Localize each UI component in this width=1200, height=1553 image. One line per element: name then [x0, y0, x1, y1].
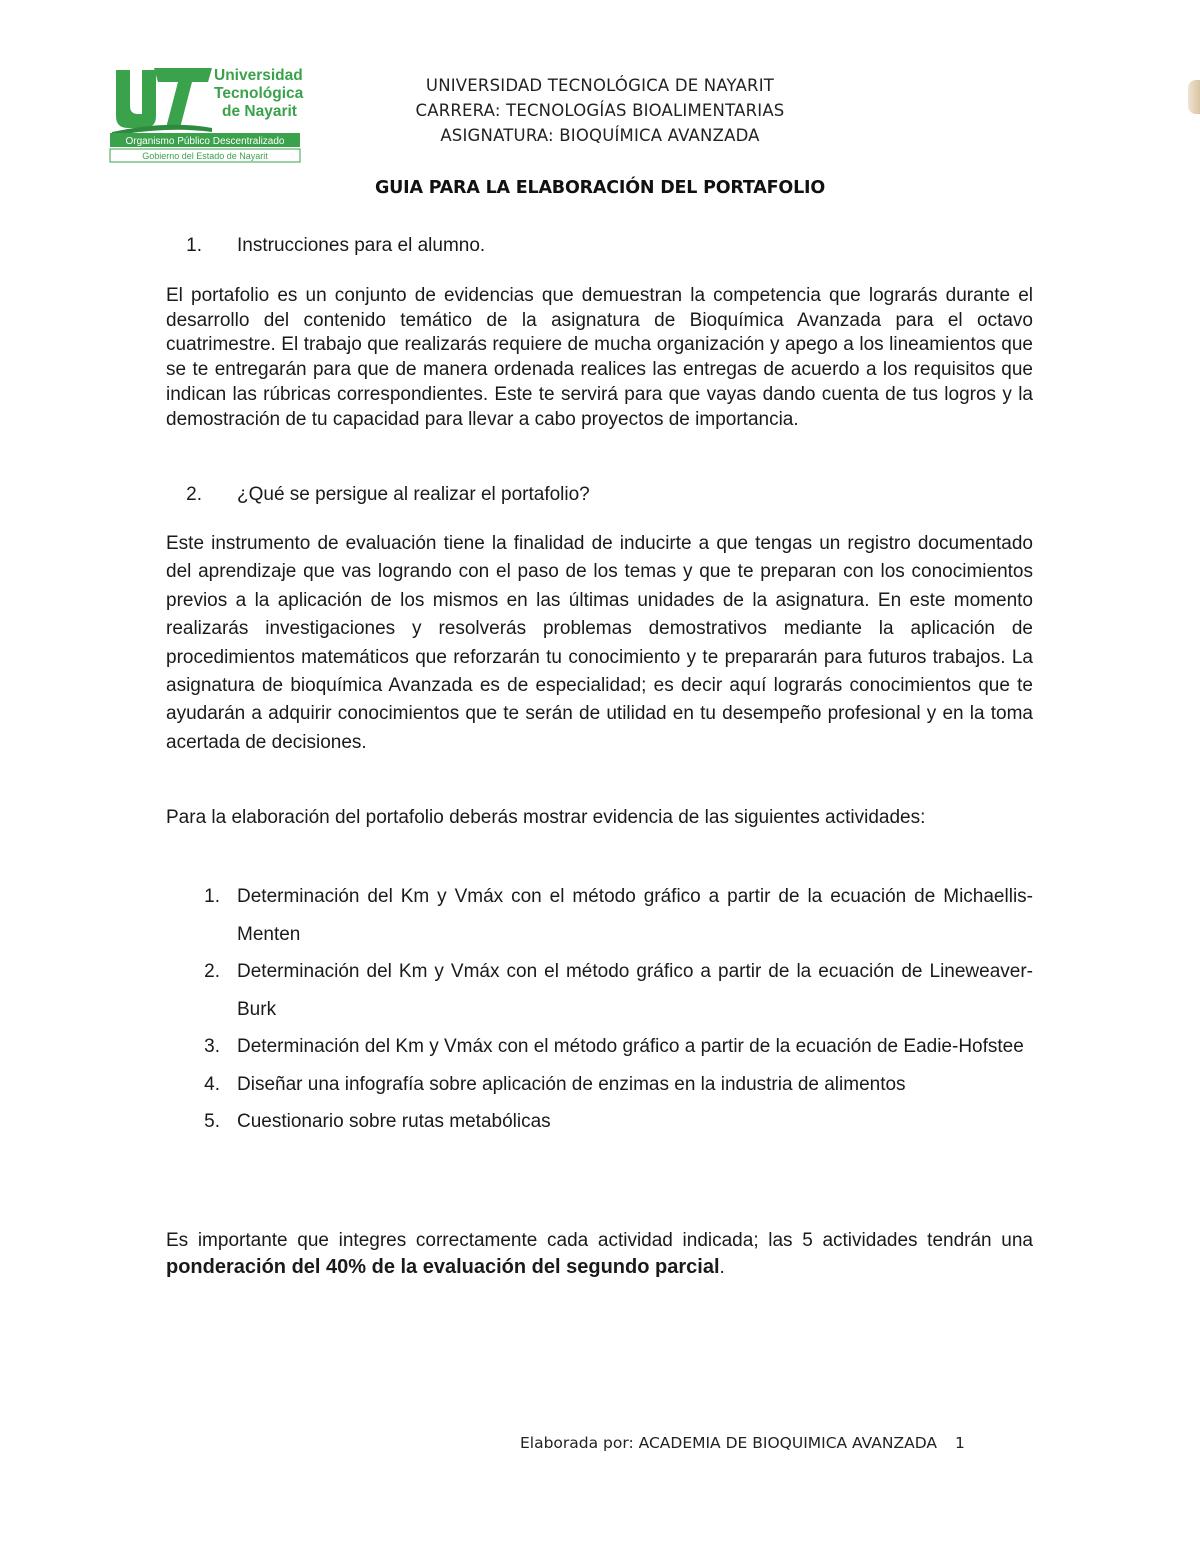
list-item [166, 1103, 1033, 1141]
section-heading-1 [166, 234, 1036, 258]
list-item [166, 1028, 1033, 1066]
footer-author: Elaborada por: ACADEMIA DE BIOQUIMICA AVANZADA [520, 1434, 937, 1452]
list-item-text: Determinación del Km y Vmáx con el método gráfico a partir de la ecuación de Lineweaver-Burk [237, 961, 1033, 1020]
list-item-text: Diseñar una infografía sobre aplicación de enzimas en la industria de alimentos [237, 1073, 906, 1095]
logo-subbanner: Gobierno del Estado de Nayarit [142, 151, 268, 161]
section-heading-2 [166, 483, 1036, 507]
list-item [166, 953, 1033, 1028]
list-item [166, 878, 1033, 953]
page-footer [520, 1434, 1040, 1452]
logo-name-line3: de Nayarit [222, 103, 297, 120]
section-number: 2. [186, 484, 202, 505]
list-item-number: 1. [204, 886, 220, 907]
document-title: GUIA PARA LA ELABORACIÓN DEL PORTAFOLIO [374, 178, 826, 198]
list-item-number: 3. [204, 1036, 220, 1057]
list-item-text: Determinación del Km y Vmáx con el método gráfico a partir de la ecuación de Eadie-Hofstee [237, 1036, 1024, 1057]
document-header [300, 73, 900, 148]
subject-name: ASIGNATURA: BIOQUÍMICA AVANZADA [440, 126, 760, 145]
closing-emphasis: ponderación del 40% de la evaluación del segundo parcial [166, 1256, 720, 1278]
section-paragraph-2: Este instrumento de evaluación tiene la finalidad de inducirte a que tengas un registro documentado del aprendizaje que vas logrando con el paso de los temas y que te preparan con los conocimientos previos a la aplicación de los mismos en las últimas unidades de la asignatura. En este momento realizarás investigaciones y resolverás problemas demostrativos mediante la aplicación de procedimientos matemáticos que reforzarán tu conocimiento y te prepararán para futuros trabajos. La asignatura de bioquímica Avanzada es de especialidad; es decir aquí lograrás conocimientos que te ayudarán a adquirir conocimientos que te serán de utilidad en tu desempeño profesional y en la toma acertada de decisiones. [166, 533, 1033, 753]
section-heading-text: Instrucciones para el alumno. [237, 235, 486, 256]
activities-intro: Para la elaboración del portafolio deberás mostrar evidencia de las siguientes actividades: [166, 807, 926, 828]
list-item-text: Cuestionario sobre rutas metabólicas [237, 1111, 551, 1132]
list-item-text: Determinación del Km y Vmáx con el método gráfico a partir de la ecuación de Michaellis-Menten [237, 886, 1033, 945]
career-name: CARRERA: TECNOLOGÍAS BIOALIMENTARIAS [415, 101, 785, 120]
list-item [166, 1066, 1033, 1104]
activities-list [166, 878, 1033, 1141]
list-item-number: 2. [204, 961, 220, 982]
section-number: 1. [186, 235, 202, 256]
section-heading-text: ¿Qué se persigue al realizar el portafolio? [237, 484, 590, 505]
list-item-number: 4. [204, 1073, 220, 1095]
closing-text: Es importante que integres correctamente cada actividad indicada; las 5 actividades tendrán una [166, 1230, 1033, 1251]
page-number: 1 [954, 1434, 965, 1452]
university-logo [108, 62, 304, 166]
logo-banner: Organismo Público Descentralizado [125, 136, 285, 147]
logo-name-line1: Universidad [214, 67, 303, 84]
ut-logo-icon [108, 62, 304, 166]
edge-image-fragment [1188, 80, 1200, 114]
institution-name: UNIVERSIDAD TECNOLÓGICA DE NAYARIT [425, 76, 775, 95]
closing-period: . [719, 1257, 725, 1278]
closing-paragraph [166, 1228, 1033, 1281]
section-paragraph-1: El portafolio es un conjunto de evidencias que demuestran la competencia que lograrás durante el desarrollo del contenido temático de la asignatura de Bioquímica Avanzada para el octavo cuatrimestre. El trabajo que realizarás requiere de mucha organización y apego a los lineamientos que se te entregarán para que de manera ordenada realices las entregas de acuerdo a los requisitos que indican las rúbricas correspondientes. Este te servirá para que vayas dando cuenta de tus logros y la demostración de tu capacidad para llevar a cabo proyectos de importancia. [166, 285, 1033, 430]
logo-name-line2: Tecnológica [214, 85, 304, 102]
list-item-number: 5. [204, 1111, 220, 1132]
